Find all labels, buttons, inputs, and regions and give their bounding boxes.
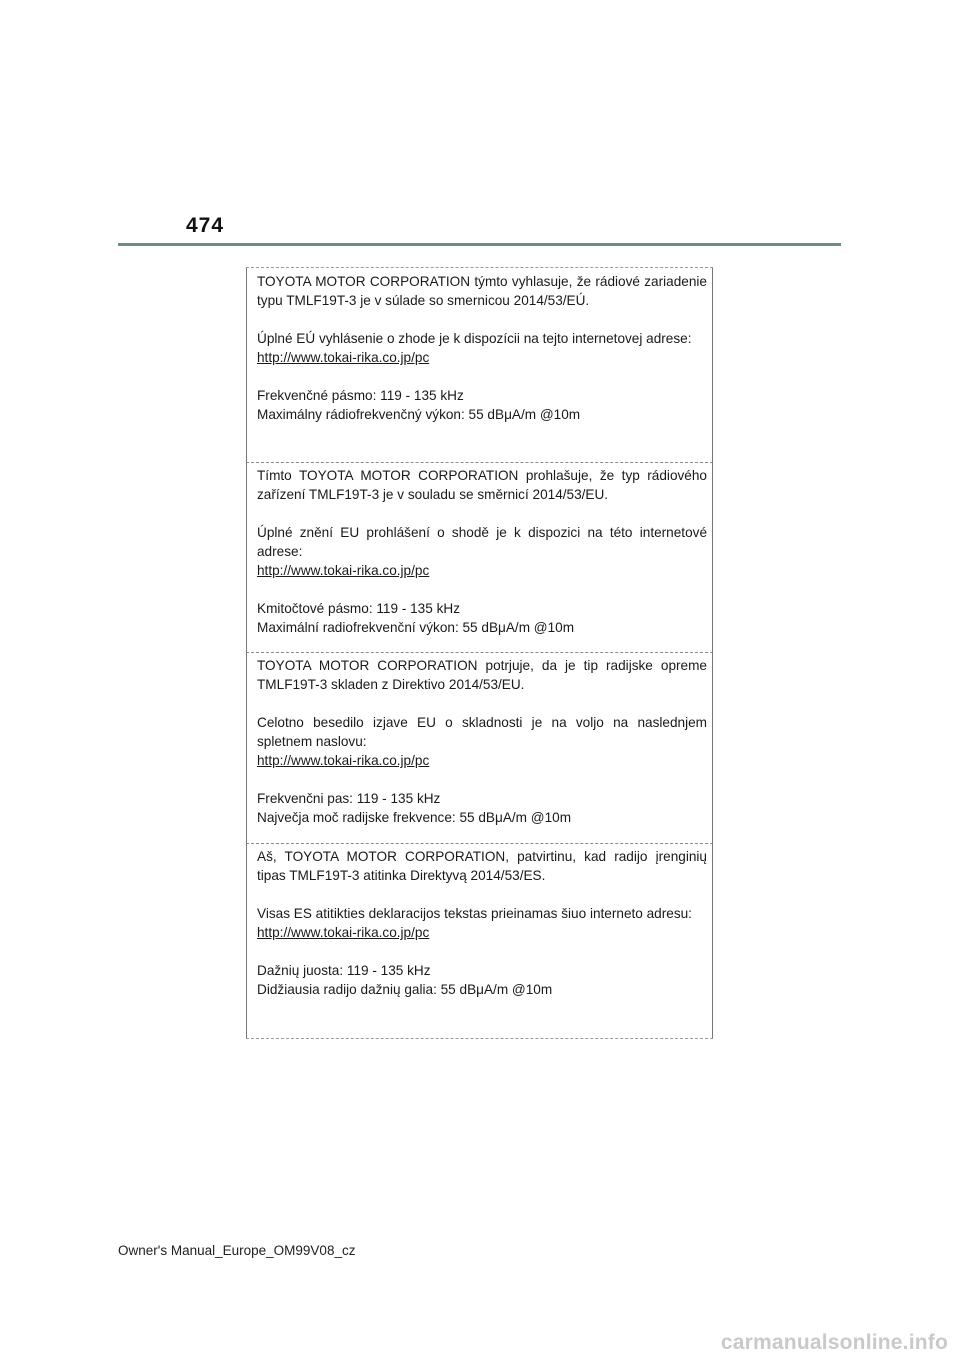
max-power: Maximální radiofrekvenční výkon: 55 dBμA/m @10m (257, 620, 575, 635)
frequency-band: Frekvenčni pas: 119 - 135 kHz (257, 791, 441, 806)
frequency-band: Frekvenčné pásmo: 119 - 135 kHz (257, 388, 464, 403)
full-text-note: Úplné znění EU prohlášení o shodě je k dispozici na této internetové adrese: (257, 525, 707, 559)
declaration-url-link[interactable]: http://www.tokai-rika.co.jp/pc (257, 350, 430, 365)
declaration-section-sk (246, 268, 713, 424)
declaration-section-cs (246, 462, 713, 637)
declaration-text: Tímto TOYOTA MOTOR CORPORATION prohlašuje, že typ rádiového zařízení TMLF19T-3 je v souladu se směrnicí 2014/53/EU. (257, 468, 707, 502)
full-text-note: Úplné EÚ vyhlásenie o zhode je k dispozícii na tejto internetovej adrese: (257, 331, 692, 346)
declaration-scan (246, 267, 713, 1039)
max-power: Največja moč radijske frekvence: 55 dBμA/m @10m (257, 810, 572, 825)
header-rule (118, 243, 841, 246)
frequency-band: Dažnių juosta: 119 - 135 kHz (257, 963, 431, 978)
max-power: Didžiausia radijo dažnių galia: 55 dBμA/m @10m (257, 982, 553, 997)
declaration-url-link[interactable]: http://www.tokai-rika.co.jp/pc (257, 563, 430, 578)
page-number: 474 (186, 214, 225, 237)
declaration-url-link[interactable]: http://www.tokai-rika.co.jp/pc (257, 753, 430, 768)
site-watermark: carmanualsonline.info (720, 1331, 948, 1354)
max-power: Maximálny rádiofrekvenčný výkon: 55 dBμA/m @10m (257, 407, 581, 422)
declaration-text: TOYOTA MOTOR CORPORATION týmto vyhlasuje, že rádiové zariadenie typu TMLF19T-3 je v súlade so smernicou 2014/53/EÚ. (257, 274, 707, 308)
declaration-text: Aš, TOYOTA MOTOR CORPORATION, patvirtinu, kad radijo įrenginių tipas TMLF19T-3 atitinka Direktyvą 2014/53/ES. (257, 849, 707, 883)
declaration-section-sl (246, 652, 713, 827)
frequency-band: Kmitočtové pásmo: 119 - 135 kHz (257, 601, 460, 616)
declaration-section-lt (246, 843, 713, 999)
footer-manual-id: Owner's Manual_Europe_OM99V08_cz (118, 1243, 356, 1258)
declaration-url-link[interactable]: http://www.tokai-rika.co.jp/pc (257, 925, 430, 940)
declaration-text: TOYOTA MOTOR CORPORATION potrjuje, da je tip radijske opreme TMLF19T-3 skladen z Direktivo 2014/53/EU. (257, 658, 707, 692)
full-text-note: Visas ES atitikties deklaracijos tekstas prieinamas šiuo interneto adresu: (257, 906, 692, 921)
full-text-note: Celotno besedilo izjave EU o skladnosti je na voljo na naslednjem spletnem naslovu: (257, 715, 707, 749)
